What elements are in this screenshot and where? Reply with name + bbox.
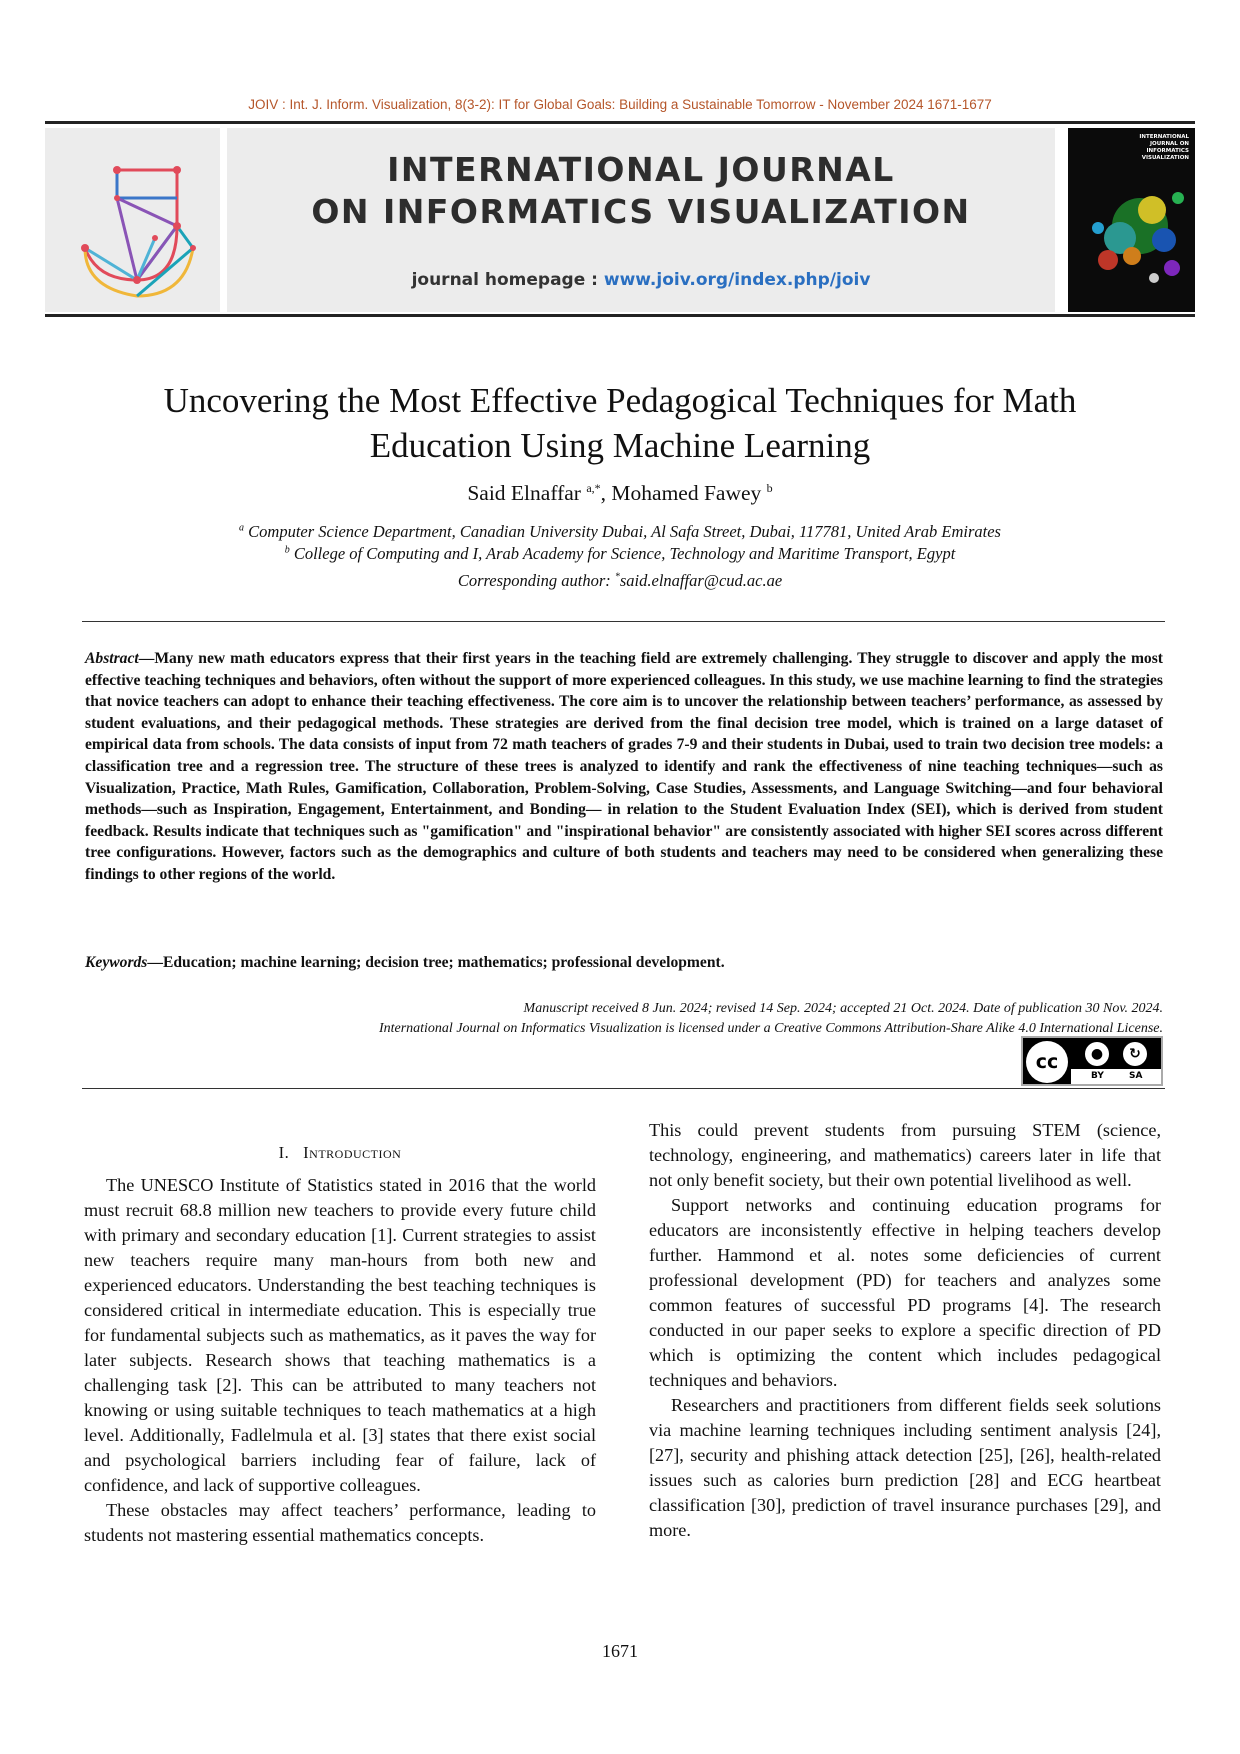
journal-cover-image [1068, 128, 1195, 312]
paragraph: Researchers and practitioners from different fields seek solutions via machine learning techniques including sentiment analysis [24], [27], security and phishing attack detection [25], [26], health-related issues such as calories burn prediction [28] and ECG heartbeat classification [30], prediction of travel insurance purchases [29], and more. [649, 1395, 1161, 1540]
homepage-label: journal homepage : [411, 270, 604, 290]
abstract-label: Abstract [85, 650, 139, 667]
left-column [84, 1173, 596, 1548]
abstract [85, 648, 1163, 886]
section-number: I. [278, 1143, 290, 1162]
share-alike-icon: ↻ [1123, 1042, 1147, 1066]
journal-title-line1: INTERNATIONAL JOURNAL [387, 150, 895, 189]
cc-by-sa-badge[interactable] [1021, 1036, 1163, 1086]
manuscript-info [85, 999, 1163, 1039]
abstract-rule-bottom [82, 1088, 1165, 1089]
page-number: 1671 [602, 1641, 638, 1661]
paragraph: Support networks and continuing education programs for educators are inconsistently effective in helping teachers develop further. Hammond et al. notes some deficiencies of current professional development (PD) for teachers and analyzes some common features of successful PD programs [4]. The research conducted in our paper seeks to explore a specific direction of PD which is optimizing the content which includes pedagogical techniques and behaviors. [649, 1195, 1161, 1390]
journal-banner [45, 128, 1195, 312]
affiliation-b: $^b$ College of Computing and I, Arab Academy for Science, Technology and Maritime Transport, Egypt [284, 544, 956, 563]
paper-title: Uncovering the Most Effective Pedagogical Techniques for Math Education Using Machine Learning [163, 381, 1077, 465]
section-heading [84, 1143, 596, 1163]
author-list: Said Elnaffar $^{a,*}$, Mohamed Fawey $^b$ [467, 481, 773, 506]
abstract-rule-top [82, 621, 1165, 622]
abstract-text: —Many new math educators express that their first years in the teaching field are extremely challenging. They struggle to discover and apply the most effective teaching techniques and behaviors, often without the support of more experienced colleagues. In this study, we use machine learning to find the strategies that novice teachers can adopt to enhance their teaching effectiveness. The core aim is to uncover the relationship between teachers’ performance, as assessed by student evaluations, and their pedagogical methods. These strategies are derived from the final decision tree model, which is trained on a large dataset of empirical data from schools. The data consists of input from 72 math teachers of grades 7-9 and their students in Dubai, used to train two decision tree models: a classification tree and a regression tree. The structure of these trees is analyzed to identify and rank the effectiveness of nine teaching techniques—such as Visualization, Practice, Math Rules, Gamification, Collaboration, Problem-Solving, Case Studies, Assessments, and Language Switching—and four behavioral methods—such as Inspiration, Engagement, Entertainment, and Bonding— in relation to the Student Evaluation Index (SEI), which is derived from student feedback. Results indicate that techniques such as "gamification" and "inspirational behavior" are consistently associated with higher SEI scores across different tree configurations. However, factors such as the demographics and culture of both students and teachers may need to be considered when generalizing these findings to other regions of the world. [85, 650, 1163, 883]
journal-title-box [227, 128, 1055, 312]
journal-logo [45, 128, 220, 312]
cc-icon: cc [1026, 1041, 1068, 1083]
keywords [85, 954, 1163, 972]
homepage-link[interactable]: www.joiv.org/index.php/joiv [603, 270, 871, 290]
paragraph: The UNESCO Institute of Statistics stated in 2016 that the world must recruit 68.8 million new teachers to provide every future child with primary and secondary education [1]. Current strategies to assist new teachers require many man-hours from both new and experienced educators. Understanding the best teaching techniques is considered critical in intermediate education. This is especially true for fundamental subjects such as mathematics, as it paves the way for later subjects. Research shows that teaching mathematics is a challenging task [2]. This can be attributed to many teachers not knowing or using suitable techniques to teach mathematics at a high level. Additionally, Fadlelmula et al. [3] states that there exist social and psychological barriers including fear of failure, lack of confidence, and lack of supportive colleagues. [84, 1175, 596, 1495]
license-statement: International Journal on Informatics Visualization is licensed under a Creative Commons Attribution-Share Alike 4.0 International License. [378, 1021, 1163, 1036]
author-affil-mark: b [766, 481, 773, 495]
header-rule-bottom [45, 314, 1195, 317]
manuscript-dates: Manuscript received 8 Jun. 2024; revised 14 Sep. 2024; accepted 21 Oct. 2024. Date of publication 30 Nov. 2024. [523, 1001, 1163, 1016]
section-title: Introduction [303, 1143, 402, 1162]
journal-title-line2: ON INFORMATICS VISUALIZATION [311, 192, 971, 231]
attribution-icon: ● [1085, 1042, 1109, 1066]
affiliation-a: $^a$ Computer Science Department, Canadian University Dubai, Al Safa Street, Dubai, 117781, United Arab Emirates [239, 522, 1001, 541]
paragraph: This could prevent students from pursuing STEM (science, technology, engineering, and mathematics) careers later in life that not only benefit society, but their own potential livelihood as well. [649, 1120, 1161, 1190]
keywords-label: Keywords [85, 954, 148, 971]
journal-homepage [227, 270, 1055, 290]
corresponding-email[interactable]: said.elnaffar@cud.ac.ae [619, 571, 783, 590]
author-name: Said Elnaffar [467, 481, 581, 506]
badge-by-label: BY [1091, 1071, 1104, 1081]
author-name: Mohamed Fawey [611, 481, 762, 506]
right-column [649, 1118, 1161, 1543]
badge-sa-label: SA [1129, 1071, 1143, 1081]
author-affil-mark: a,* [586, 481, 601, 495]
badge-label-strip [1071, 1069, 1161, 1084]
running-head: JOIV : Int. J. Inform. Visualization, 8(3-2): IT for Global Goals: Building a Sustainable Tomorrow - November 2024 1671-1677 [248, 97, 992, 112]
joiv-logo-icon [45, 128, 220, 312]
corresponding-author: Corresponding author: *said.elnaffar@cud.ac.ae [457, 571, 783, 590]
cover-title: INTERNATIONAL JOURNAL ON INFORMATICS VISUALIZATION [1139, 134, 1189, 161]
paragraph: These obstacles may affect teachers’ performance, leading to students not mastering essential mathematics concepts. [84, 1500, 596, 1545]
header-rule-top [45, 121, 1195, 124]
keywords-text: —Education; machine learning; decision tree; mathematics; professional development. [147, 954, 725, 971]
